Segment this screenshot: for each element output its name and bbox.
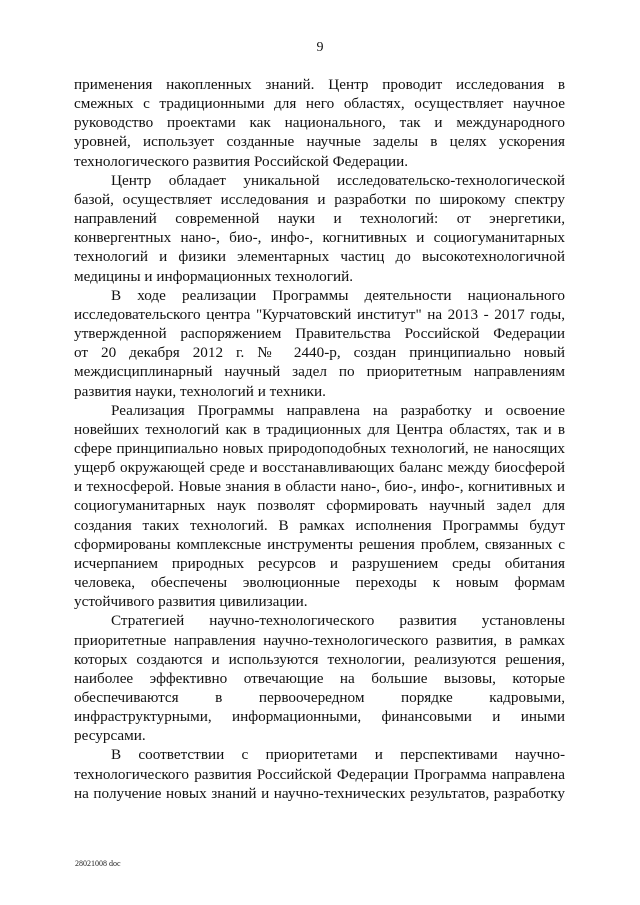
- text-line: В соответствии с приоритетами и перспективами научно-: [111, 746, 565, 764]
- text-line: устойчивого развития цивилизации.: [74, 593, 308, 611]
- text-line: которых создаются и используются технологии, реализуются решения,: [74, 650, 565, 668]
- text-line: ресурсами.: [74, 727, 146, 745]
- document-file-code: 28021008 doc: [75, 859, 121, 868]
- text-line: развития науки, технологий и техники.: [74, 382, 326, 400]
- text-line: социогуманитарных наук позволят сформировать научный задел для: [74, 497, 565, 515]
- paragraph-4: [74, 401, 565, 612]
- paragraph-6: [74, 745, 565, 802]
- text-line: базой, осуществляет исследования и разработки по широкому спектру: [74, 190, 565, 208]
- text-line: сформированы комплексные инструменты решения проблем, связанных с: [74, 535, 565, 553]
- text-line: обеспечиваются в первоочередном порядке кадровыми,: [74, 689, 565, 706]
- text-line: на получение новых знаний и научно-технических результатов, разработку: [74, 784, 565, 802]
- text-line: смежных с традиционными для него областях, осуществляет научное: [74, 95, 565, 113]
- text-line: применения накопленных знаний. Центр проводит исследования в: [74, 76, 565, 93]
- text-line: технологического развития Российской Федерации Программа направлена: [74, 765, 565, 783]
- paragraph-2: [74, 171, 565, 286]
- text-line: и техносферой. Новые знания в области нано-, био-, инфо-, когнитивных и: [74, 478, 565, 496]
- text-line: направлений современной науки и технологий: от энергетики,: [74, 210, 565, 228]
- text-line: от 20 декабря 2012 г. № 2440-р, создан принципиально новый: [74, 344, 565, 362]
- text-line: инфраструктурными, информационными, финансовыми и иными: [74, 708, 565, 726]
- paragraph-1: [74, 75, 565, 171]
- paragraph-3: [74, 286, 565, 401]
- text-line: утвержденной распоряжением Правительства Российской Федерации: [74, 325, 565, 343]
- text-line: Центр обладает уникальной исследовательско-технологической: [111, 171, 565, 189]
- text-line: В ходе реализации Программы деятельности национального: [111, 286, 565, 304]
- text-line: технологического развития Российской Федерации.: [74, 152, 409, 170]
- text-line: человека, обеспечены эволюционные переходы к новым формам: [74, 574, 565, 592]
- page-number: 9: [316, 40, 324, 55]
- text-line: технологий и физики элементарных частиц до высокотехнологичной: [74, 248, 565, 266]
- text-line: новейших технологий как в традиционных для Центра областях, так и в: [74, 420, 565, 438]
- text-line: исчерпанием природных ресурсов и разрушением среды обитания: [74, 554, 565, 572]
- text-line: уровней, использует созданные научные заделы в целях ускорения: [74, 133, 565, 151]
- text-line: руководство проектами как национального, так и международного: [74, 114, 565, 132]
- text-line: сфере принципиально новых природоподобных технологий, не наносящих: [74, 439, 565, 457]
- text-line: ущерб окружающей среде и восстанавливающих баланс между биосферой: [74, 459, 565, 477]
- document-body: [74, 75, 565, 803]
- paragraph-5: [74, 611, 565, 745]
- text-line: конвергентных нано-, био-, инфо-, когнитивных и социогуманитарных: [74, 229, 565, 247]
- text-line: междисциплинарный научный задел по приоритетным направлениям: [74, 363, 565, 381]
- text-line: медицины и информационных технологий.: [74, 267, 354, 285]
- text-line: Реализация Программы направлена на разработку и освоение: [111, 401, 565, 419]
- text-line: наиболее эффективно отвечающие на большие вызовы, которые: [74, 669, 565, 687]
- text-line: создания таких технологий. В рамках исполнения Программы будут: [74, 516, 565, 534]
- text-line: исследовательского центра "Курчатовский институт" на 2013 - 2017 годы,: [74, 305, 565, 323]
- text-line: приоритетные направления научно-технологического развития, в рамках: [74, 631, 565, 649]
- text-line: Стратегией научно-технологического развития установлены: [111, 612, 565, 630]
